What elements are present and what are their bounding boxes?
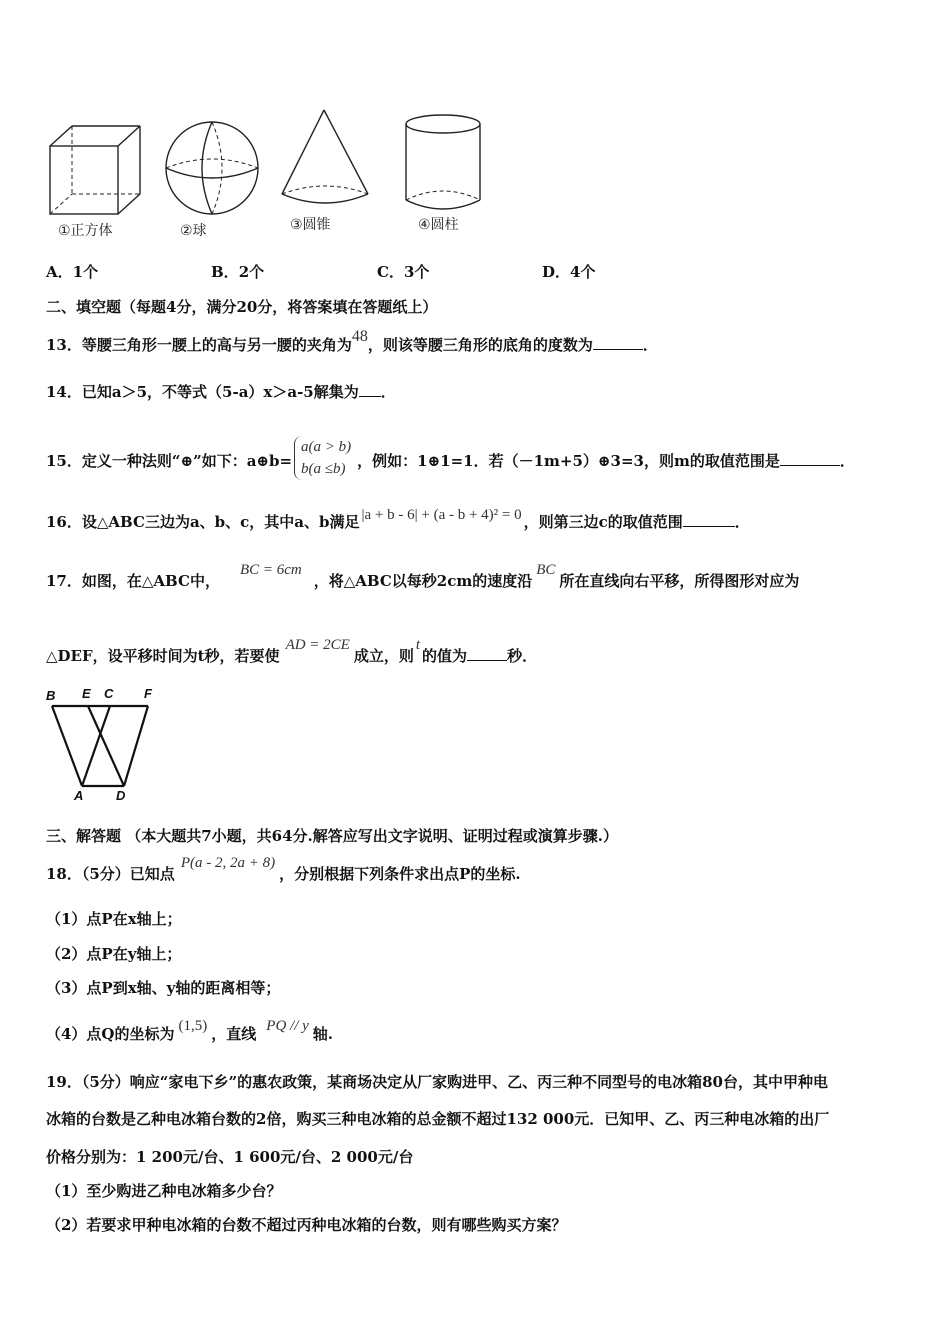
question-18-item-4: （4）点Q的坐标为 (1,5) ，直线 PQ // y 轴.: [46, 1018, 334, 1043]
question-18: 18．（5分）已知点P(a - 2, 2a + 8)，分别根据下列条件求出点P的坐标.: [46, 855, 521, 883]
label-a: A: [74, 788, 84, 803]
sphere-figure: [162, 118, 262, 218]
cone-figure: [276, 106, 376, 216]
answer-blank[interactable]: [683, 512, 735, 527]
option-c: C．3个: [377, 263, 430, 281]
label-d: D: [116, 788, 126, 803]
question-15: 15．定义一种法则“⊕”如下：a⊕b= a(a > b) b(a ≤b) ，例如：1⊕1=1．若（－1m+5）⊕3=3，则m的取值范围是 ．: [46, 440, 855, 484]
cube-figure: [44, 118, 144, 218]
cube-label: ①正方体: [58, 222, 113, 238]
option-a: A．1个: [46, 263, 99, 281]
option-d: D．4个: [542, 263, 596, 281]
label-b: B: [46, 688, 56, 703]
section2-heading: 二、填空题（每题4分，满分20分，将答案填在答题纸上）: [46, 298, 438, 316]
cylinder-figure: [400, 110, 486, 214]
question-19-line3: 价格分别为：1 200元/台、1 600元/台、2 000元/台: [46, 1148, 414, 1166]
label-c: C: [104, 686, 114, 701]
question-19-item-1: （1）至少购进乙种电冰箱多少台？: [46, 1182, 282, 1200]
question-14: 14．已知a＞5，不等式（5-a）x＞a-5解集为 ．: [46, 383, 396, 401]
question-16: 16．设△ABC三边为a、b、c，其中a、b满足 |a + b - 6| + (a - b + 4)² = 0 ，则第三边c的取值范围 ．: [46, 507, 750, 531]
sphere-label: ②球: [180, 222, 207, 238]
solids-figure: [44, 100, 488, 245]
label-f: F: [144, 686, 152, 701]
question-19-line1: 19．（5分）响应“家电下乡”的惠农政策，某商场决定从厂家购进甲、乙、丙三种不同型号的电冰箱80台，其中甲种电: [46, 1073, 828, 1091]
question-18-item-2: （2）点P在y轴上；: [46, 945, 182, 963]
question-17-line1: 17．如图，在△ABC中，BC = 6cm，将△ABC以每秒2cm的速度沿BC所在直线向右平移，所得图形对应为: [46, 562, 800, 590]
answer-blank[interactable]: [593, 335, 643, 350]
triangle-figure: [44, 686, 164, 806]
question-13: 13．等腰三角形一腰上的高与另一腰的夹角为48，则该等腰三角形的底角的度数为 ．: [46, 328, 658, 354]
cone-label: ③圆锥: [290, 216, 331, 232]
answer-blank[interactable]: [359, 382, 381, 397]
cylinder-label: ④圆柱: [418, 216, 459, 232]
question-18-item-3: （3）点P到x轴、y轴的距离相等；: [46, 979, 281, 997]
section3-heading: 三、解答题 （本大题共7小题，共64分.解答应写出文字说明、证明过程或演算步骤.）: [46, 827, 618, 845]
question-19-item-2: （2）若要求甲种电冰箱的台数不超过丙种电冰箱的台数，则有哪些购买方案？: [46, 1216, 567, 1234]
question-18-item-1: （1）点P在x轴上；: [46, 910, 182, 928]
question-17-line2: △DEF，设平移时间为t秒，若要使AD = 2CE成立，则t的值为 秒．: [46, 637, 538, 665]
option-b: B．2个: [211, 263, 265, 281]
answer-blank[interactable]: [467, 646, 507, 661]
question-19-line2: 冰箱的台数是乙种电冰箱台数的2倍，购买三种电冰箱的总金额不超过132 000元．已知甲、乙、丙三种电冰箱的出厂: [46, 1110, 830, 1128]
answer-blank[interactable]: [780, 451, 840, 466]
piecewise: a(a > b) b(a ≤b): [294, 436, 355, 480]
label-e: E: [82, 686, 91, 701]
